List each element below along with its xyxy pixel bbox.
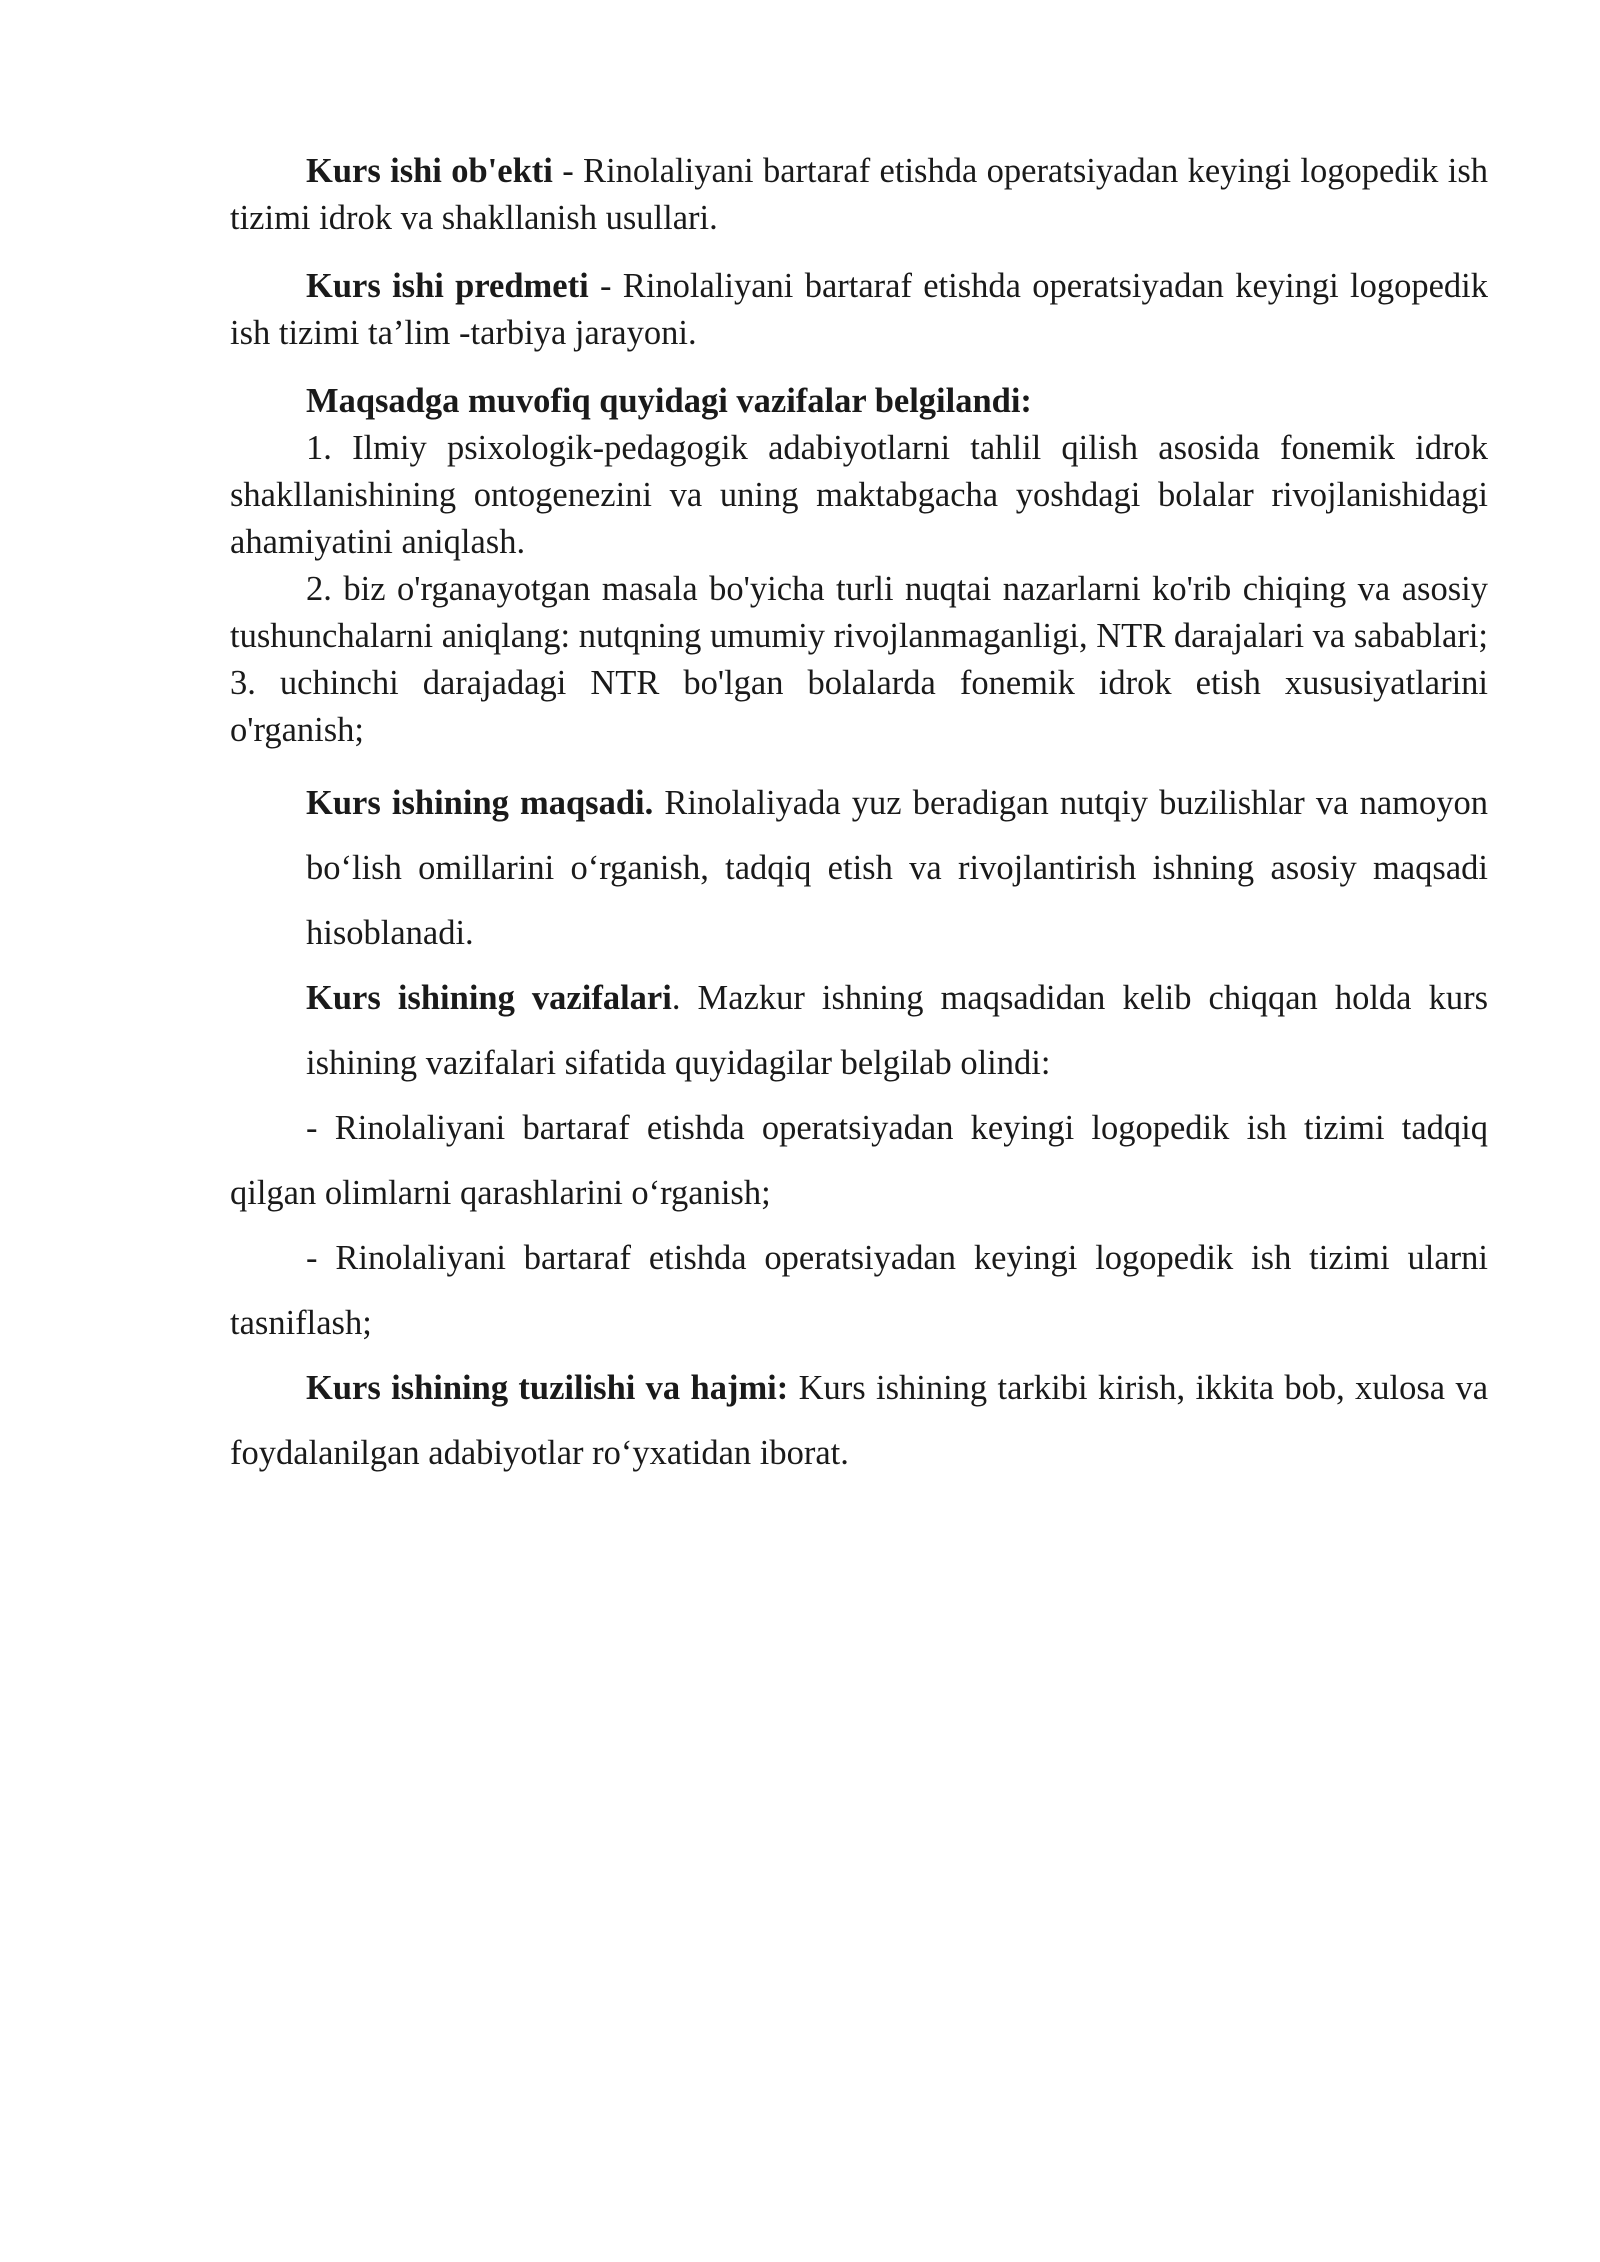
objectives-text: . Mazkur ishning maqsadidan kelib chiqqan holda kurs ishining vazifalari sifatida quyidagilar belgilab olindi: [306,979,1488,1082]
goal-paragraph [230,771,1488,966]
subject-label: Kurs ishi predmeti [306,267,589,305]
tasks-heading: Maqsadga muvofiq quyidagi vazifalar belgilandi: [306,382,1032,420]
task-2-paragraph: 2. biz o'rganayotgan masala bo'yicha turli nuqtai nazarlarni ko'rib chiqing va asosiy tushunchalarni aniqlang: nutqning umumiy rivojlanmaganligi, NTR darajalari va sabablari; 3. uchinchi darajadagi NTR bo'lgan bolalarda fonemik idrok etish xususiyatlarini o'rganish; [230,570,1488,749]
goal-label: Kurs ishining maqsadi. [306,784,654,822]
subject-paragraph [230,263,1488,357]
goal-text: Rinolaliyada yuz beradigan nutqiy buzilishlar va namoyon bo‘lish omillarini o‘rganish, tadqiq etish va rivojlantirish ishning asosiy maqsadi hisoblanadi. [306,784,1488,952]
document-body [230,148,1488,1486]
task-1-paragraph: 1. Ilmiy psixologik-pedagogik adabiyotlarni tahlil qilish asosida fonemik idrok shakllanishining ontogenezini va uning maktabgacha yoshdagi bolalar rivojlanishidagi ahamiyatini aniqlash. [230,429,1488,561]
bullet-2-paragraph: - Rinolaliyani bartaraf etishda operatsiyadan keyingi logopedik ish tizimi ularni tasniflash; [230,1239,1488,1342]
object-paragraph [230,148,1488,242]
objectives-paragraph [230,966,1488,1096]
structure-label: Kurs ishining tuzilishi va hajmi: [306,1369,789,1407]
subject-text: - Rinolaliyani bartaraf etishda operatsiyadan keyingi logopedik ish tizimi ta’lim -tarbiya jarayoni. [230,267,1488,352]
structure-paragraph [230,1356,1488,1486]
structure-text: Kurs ishining tarkibi kirish, ikkita bob, xulosa va foydalanilgan adabiyotlar ro‘yxatidan iborat. [230,1369,1489,1472]
bullet-1-paragraph: - Rinolaliyani bartaraf etishda operatsiyadan keyingi logopedik ish tizimi tadqiq qilgan olimlarni qarashlarini o‘rganish; [230,1109,1488,1212]
object-text: - Rinolaliyani bartaraf etishda operatsiyadan keyingi logopedik ish tizimi idrok va shakllanish usullari. [230,152,1488,237]
objectives-label: Kurs ishining vazifalari [306,979,672,1017]
object-label: Kurs ishi ob'ekti [306,152,553,190]
